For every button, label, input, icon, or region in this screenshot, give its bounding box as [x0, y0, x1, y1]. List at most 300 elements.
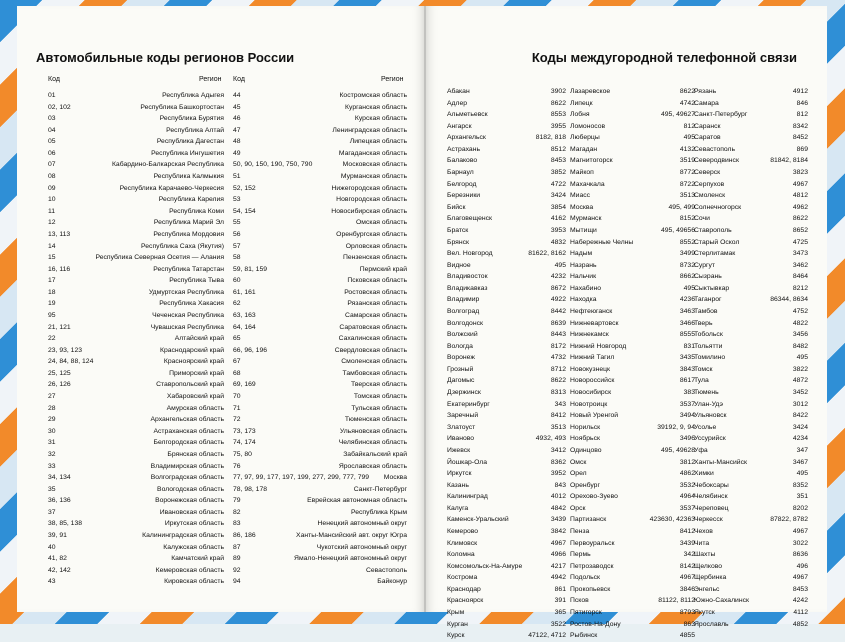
car-code-row-key: 59, 81, 159 — [233, 265, 268, 273]
car-code-row-value: Республика Саха (Якутия) — [141, 242, 224, 250]
phone-code-row-value: 347 — [796, 446, 808, 454]
phone-code-row-value: 4236 — [679, 296, 695, 304]
car-code-row-value: Чувашская Республика — [150, 323, 224, 331]
car-code-row-key: 67 — [233, 358, 241, 366]
phone-code-row-value: 3496 — [679, 435, 695, 443]
car-code-row-value: Приморский край — [169, 369, 224, 377]
phone-code-row-value: 495 — [796, 354, 808, 362]
car-code-row — [233, 229, 407, 241]
phone-code-row — [570, 237, 695, 249]
car-code-row — [48, 125, 224, 137]
phone-code-row-key: Москва — [570, 203, 594, 211]
car-code-row-key: 77, 97, 99, 177, 197, 199, 277, 299, 777, 799 — [233, 474, 370, 482]
phone-code-row-key: Нижневартовск — [570, 319, 619, 327]
phone-code-row-value: 3537 — [679, 400, 695, 408]
phone-code-row-value: 4967 — [792, 574, 808, 582]
phone-code-row — [570, 445, 695, 457]
car-code-row-key: 68 — [233, 369, 241, 377]
phone-code-row-key: Курск — [447, 632, 465, 640]
phone-code-row-key: Якутск — [694, 609, 715, 617]
phone-code-row-value: 8172 — [550, 342, 566, 350]
phone-code-row — [447, 132, 566, 144]
phone-code-row-value: 343 — [554, 400, 566, 408]
phone-code-row-key: Краснодар — [447, 585, 481, 593]
car-code-row — [233, 333, 407, 345]
car-code-row-value: Забайкальский край — [343, 450, 407, 458]
phone-code-row — [447, 179, 566, 191]
car-code-row-key: 42, 142 — [48, 566, 71, 574]
phone-code-row — [694, 144, 808, 156]
car-code-row — [48, 183, 224, 195]
phone-code-row-value: 3439 — [550, 516, 566, 524]
car-code-row-value: Ивановская область — [159, 508, 224, 516]
car-code-row-key: 05 — [48, 138, 56, 146]
phone-code-row — [447, 410, 566, 422]
phone-code-row-key: Серпухов — [694, 180, 725, 188]
phone-code-row — [570, 561, 695, 573]
phone-code-row — [447, 306, 566, 318]
car-code-row-value: Тверская область — [351, 381, 407, 389]
car-code-row — [48, 322, 224, 334]
phone-code-row-value: 39192, 9, 94 — [657, 423, 695, 431]
car-code-row-value: Калининградская область — [142, 531, 224, 539]
car-code-row — [48, 113, 224, 125]
phone-code-row — [447, 526, 566, 538]
phone-code-row-key: Екатеринбург — [447, 400, 490, 408]
phone-code-row — [570, 352, 695, 364]
phone-code-row-key: Лобня — [570, 111, 590, 119]
phone-code-row-value: 8622 — [792, 215, 808, 223]
phone-code-row-value: 4912 — [792, 88, 808, 95]
phone-code-row — [570, 514, 695, 526]
car-code-row — [48, 530, 224, 542]
phone-code-row-value: 351 — [796, 493, 808, 501]
car-code-row — [233, 264, 407, 276]
phone-code-row — [447, 549, 566, 561]
phone-code-row — [447, 213, 566, 225]
phone-code-row — [570, 433, 695, 445]
car-code-row-value: Удмуртская Республика — [148, 288, 224, 296]
car-code-row-key: 47 — [233, 126, 241, 134]
phone-code-row-key: Сургут — [694, 261, 716, 269]
car-code-row-key: 26, 126 — [48, 381, 71, 389]
phone-code-row-value: 3513 — [550, 423, 566, 431]
phone-code-row-key: Первоуральск — [570, 539, 615, 547]
phone-code-row-value: 3842 — [550, 527, 566, 535]
phone-code-row-value: 4742 — [679, 99, 695, 107]
phone-code-row-key: Владикавказ — [447, 284, 488, 292]
phone-code-row-key: Старый Оскол — [694, 238, 740, 246]
car-code-row — [48, 518, 224, 530]
car-code-row — [233, 345, 407, 357]
car-code-row-key: 87 — [233, 543, 241, 551]
phone-code-row-value: 8464 — [792, 273, 808, 281]
phone-code-row-value: 8772 — [679, 169, 695, 177]
car-code-row-key: 31 — [48, 439, 56, 447]
phone-code-row — [694, 457, 808, 469]
phone-code-row-value: 3022 — [792, 539, 808, 547]
phone-code-row — [447, 318, 566, 330]
car-code-row — [233, 148, 407, 160]
car-code-row — [233, 507, 407, 519]
phone-code-row-value: 812 — [683, 122, 695, 130]
phone-code-row — [694, 179, 808, 191]
phone-code-row — [694, 121, 808, 133]
phone-code-row — [570, 283, 695, 295]
phone-code-row — [694, 202, 808, 214]
car-code-row-value: Москва — [383, 474, 407, 482]
phone-code-row-value: 8152 — [679, 215, 695, 223]
phone-code-row-key: Альметьевск — [447, 111, 488, 119]
car-code-row-value: Ростовская область — [344, 288, 407, 296]
phone-code-row-value: 846 — [796, 99, 808, 107]
phone-code-row-key: Владимир — [447, 296, 480, 304]
phone-code-row-value: 8793 — [679, 609, 695, 617]
phone-code-row-value: 4234 — [792, 435, 808, 443]
car-code-row — [48, 345, 224, 357]
car-code-row — [48, 403, 224, 415]
car-code-row-value: Нижегородская область — [331, 184, 407, 192]
car-code-row-value: Магаданская область — [338, 149, 407, 157]
phone-code-row-key: Магадан — [570, 145, 598, 153]
phone-code-row-value: 3902 — [550, 88, 566, 95]
car-code-row-key: 60 — [233, 277, 241, 285]
phone-code-row-value: 3012 — [792, 400, 808, 408]
car-code-row-key: 04 — [48, 126, 56, 134]
car-code-row — [233, 125, 407, 137]
car-code-row-key: 21, 121 — [48, 323, 71, 331]
phone-code-row-key: Солнечногорск — [694, 203, 742, 211]
car-code-row — [233, 159, 407, 171]
phone-code-row-key: Ростов-На-Дону — [570, 620, 621, 628]
phone-code-row — [694, 248, 808, 260]
car-code-row-value: Воронежская область — [155, 497, 224, 505]
phone-code-row-value: 869 — [796, 145, 808, 153]
car-code-row — [233, 183, 407, 195]
car-code-row — [233, 426, 407, 438]
phone-code-row-key: Новотроицк — [570, 400, 608, 408]
car-code-row — [48, 414, 224, 426]
phone-code-row-key: Находка — [570, 296, 597, 304]
car-code-row — [233, 472, 407, 484]
car-code-row-value: Республика Хакасия — [159, 300, 224, 308]
car-code-row-value: Белгородская область — [153, 439, 224, 447]
car-code-row-key: 49 — [233, 149, 241, 157]
phone-code-row-key: Каменск-Уральский — [447, 516, 509, 524]
phone-code-row — [447, 375, 566, 387]
car-code-row-value: Республика Северная Осетия — Алания — [95, 254, 224, 262]
phone-code-row — [694, 375, 808, 387]
phone-code-row-value: 3463 — [679, 307, 695, 315]
phone-code-row-value: 3822 — [792, 365, 808, 373]
car-code-row-key: 73, 173 — [233, 427, 256, 435]
car-code-row-key: 70 — [233, 393, 241, 401]
phone-code-row — [447, 248, 566, 260]
phone-code-row — [694, 387, 808, 399]
phone-code-row-key: Томилино — [694, 354, 726, 362]
phone-code-row-value: 4752 — [792, 307, 808, 315]
car-code-row-key: 64, 164 — [233, 323, 256, 331]
car-code-row-key: 74, 174 — [233, 439, 256, 447]
phone-code-row-value: 81622, 8162 — [528, 250, 566, 258]
phone-code-row — [694, 422, 808, 434]
car-code-row — [233, 310, 407, 322]
car-code-row — [233, 275, 407, 287]
phone-code-row-key: Махачкала — [570, 180, 605, 188]
phone-code-row — [447, 480, 566, 492]
car-code-row-value: Самарская область — [344, 311, 407, 319]
car-code-row-value: Республика Коми — [169, 207, 224, 215]
car-code-row — [233, 576, 407, 588]
car-code-row — [233, 553, 407, 565]
phone-code-row-value: 8452 — [792, 134, 808, 142]
car-code-row-value: Псковская область — [347, 277, 407, 285]
phone-code-row-value: 3522 — [550, 620, 566, 628]
car-code-row-value: Костромская область — [339, 92, 407, 99]
car-code-row — [233, 356, 407, 368]
phone-code-row-value: 863 — [683, 620, 695, 628]
car-code-row-value: Московская область — [342, 161, 407, 169]
phone-code-row-key: Казань — [447, 481, 469, 489]
phone-code-row-value: 495, 49628 — [660, 446, 695, 454]
phone-code-row-value: 3843 — [679, 365, 695, 373]
car-code-row-key: 27 — [48, 393, 56, 401]
phone-code-row — [570, 595, 695, 607]
phone-code-row — [570, 630, 695, 642]
phone-code-row-value: 8553 — [550, 111, 566, 119]
phone-code-row-value: 3494 — [679, 412, 695, 420]
phone-code-row — [447, 387, 566, 399]
car-code-row-key: 78, 98, 178 — [233, 485, 268, 493]
phone-code-row-key: Череповец — [694, 504, 729, 512]
phone-code-row-key: Ставрополь — [694, 226, 732, 234]
car-code-row-value: Тамбовская область — [342, 369, 407, 377]
car-code-row-key: 01 — [48, 92, 56, 99]
phone-code-row-value: 3424 — [550, 192, 566, 200]
phone-code-row — [447, 329, 566, 341]
phone-code-row — [447, 422, 566, 434]
car-code-row-key: 37 — [48, 508, 56, 516]
phone-code-row-value: 4232 — [550, 273, 566, 281]
phone-code-row — [694, 549, 808, 561]
car-code-row-value: Ямало-Ненецкий автономный округ — [294, 555, 407, 563]
phone-code-row-value: 8622 — [550, 99, 566, 107]
phone-code-row — [447, 86, 566, 98]
phone-code-row — [447, 271, 566, 283]
phone-code-row-value: 81842, 8184 — [770, 157, 808, 165]
phone-code-row-key: Кострома — [447, 574, 478, 582]
phone-code-row-value: 8422 — [792, 412, 808, 420]
car-code-row — [233, 449, 407, 461]
phone-code-row-key: Курган — [447, 620, 468, 628]
car-code-row-key: 95 — [48, 311, 56, 319]
car-code-row-key: 33 — [48, 462, 56, 470]
phone-code-row-key: Уфа — [694, 446, 708, 454]
phone-code-row — [570, 572, 695, 584]
car-code-row-value: Брянская область — [167, 450, 224, 458]
car-code-row-key: 17 — [48, 277, 56, 285]
phone-code-row-key: Чита — [694, 539, 710, 547]
phone-code-row-key: Черкесск — [694, 516, 723, 524]
phone-code-row-key: Орск — [570, 504, 586, 512]
car-code-row-value: Новгородская область — [336, 196, 407, 204]
phone-code-row-value: 8672 — [550, 284, 566, 292]
phone-code-row-key: Йошкар-Ола — [447, 458, 488, 466]
phone-code-row-value: 4725 — [792, 238, 808, 246]
phone-code-row — [694, 237, 808, 249]
car-code-row — [48, 252, 224, 264]
phone-codes-title: Коды междугородной телефонной связи — [531, 50, 797, 65]
phone-code-row-value: 391 — [554, 597, 566, 605]
phone-code-row-key: Химки — [694, 470, 714, 478]
phone-code-row — [570, 167, 695, 179]
phone-code-row-key: Адлер — [447, 99, 468, 107]
phone-code-row — [570, 364, 695, 376]
car-code-row-key: 52, 152 — [233, 184, 256, 192]
phone-code-row — [447, 433, 566, 445]
phone-code-row-value: 3462 — [792, 261, 808, 269]
car-code-row-value: Сахалинская область — [338, 335, 407, 343]
phone-code-row — [447, 607, 566, 619]
phone-code-row-value: 8443 — [550, 331, 566, 339]
phone-code-row — [570, 399, 695, 411]
phone-code-row-value: 3519 — [679, 157, 695, 165]
phone-code-row-key: Ангарск — [447, 122, 472, 130]
car-code-row-value: Республика Тыва — [169, 277, 224, 285]
phone-code-row-key: Ханты-Мансийск — [694, 458, 747, 466]
phone-code-row-key: Волгодонск — [447, 319, 483, 327]
phone-code-row-value: 8712 — [550, 365, 566, 373]
phone-code-row-value: 4942 — [550, 574, 566, 582]
car-code-row-value: Амурская область — [166, 404, 224, 412]
phone-code-row-value: 8722 — [679, 180, 695, 188]
car-code-row-key: 72 — [233, 416, 241, 424]
phone-code-row — [447, 109, 566, 121]
phone-code-row-key: Оренбург — [570, 481, 600, 489]
phone-code-row-key: Набережные Челны — [570, 238, 634, 246]
phone-code-row — [570, 144, 695, 156]
phone-code-row-key: Смоленск — [694, 192, 726, 200]
phone-code-row-key: Кемерово — [447, 527, 479, 535]
phone-code-row-value: 496 — [796, 562, 808, 570]
phone-code-row — [570, 318, 695, 330]
phone-code-row — [570, 468, 695, 480]
car-code-row — [48, 449, 224, 461]
phone-code-row-value: 4812 — [792, 192, 808, 200]
phone-code-row-key: Брянск — [447, 238, 469, 246]
phone-code-row-value: 4852 — [792, 620, 808, 628]
car-code-row-key: 29 — [48, 416, 56, 424]
car-code-row-key: 34, 134 — [48, 474, 71, 482]
phone-code-row-value: 3473 — [792, 250, 808, 258]
car-code-row — [48, 148, 224, 160]
phone-code-row-value: 8212 — [792, 284, 808, 292]
phone-code-row-key: Абакан — [447, 88, 470, 95]
phone-code-row — [694, 86, 808, 98]
phone-code-row-value: 8313 — [550, 389, 566, 397]
car-code-row — [48, 391, 224, 403]
car-code-row-key: 38, 85, 138 — [48, 520, 83, 528]
phone-code-row-value: 495, 49656 — [660, 226, 695, 234]
phone-code-row — [694, 514, 808, 526]
phone-code-row-key: Майкоп — [570, 169, 594, 177]
phone-code-row — [570, 121, 695, 133]
phone-code-row-key: Балаково — [447, 157, 478, 165]
phone-code-row-key: Тула — [694, 377, 709, 385]
phone-code-row — [694, 619, 808, 631]
car-code-row — [233, 171, 407, 183]
car-code-row-key: 18 — [48, 288, 56, 296]
phone-code-row-key: Новокузнецк — [570, 365, 610, 373]
phone-code-row — [447, 572, 566, 584]
phone-code-row-key: Ульяновск — [694, 412, 727, 420]
phone-code-row-value: 3812 — [679, 458, 695, 466]
phone-code-row-value: 4822 — [792, 319, 808, 327]
car-code-row — [233, 403, 407, 415]
car-code-row-value: Смоленская область — [341, 358, 407, 366]
phone-code-row — [570, 179, 695, 191]
car-code-row-value: Ненецкий автономный округ — [317, 520, 407, 528]
car-code-row-value: Чеченская Республика — [152, 311, 224, 319]
car-code-row — [233, 113, 407, 125]
car-code-row — [48, 461, 224, 473]
phone-code-row-value: 3513 — [679, 192, 695, 200]
phone-code-row-value: 4862 — [679, 470, 695, 478]
phone-code-row-key: Пермь — [570, 551, 591, 559]
car-code-row-value: Республика Бурятия — [159, 115, 224, 123]
phone-code-row — [570, 607, 695, 619]
phone-code-row — [570, 491, 695, 503]
phone-code-row-key: Южно-Сахалинск — [694, 597, 749, 605]
phone-code-row — [570, 294, 695, 306]
car-code-row-value: Волгоградская область — [150, 474, 224, 482]
phone-code-row-key: Северодвинск — [694, 157, 739, 165]
phone-code-row-value: 423630, 42363 — [649, 516, 695, 524]
phone-code-row-value: 8622 — [550, 377, 566, 385]
phone-code-row — [570, 190, 695, 202]
phone-code-row-key: Сызрань — [694, 273, 722, 281]
car-code-row-value: Краснодарский край — [159, 346, 224, 354]
car-code-row — [48, 90, 224, 102]
phone-code-row-key: Братск — [447, 226, 469, 234]
car-code-row-key: 55 — [233, 219, 241, 227]
car-code-row-key: 11 — [48, 207, 56, 215]
phone-code-row — [694, 468, 808, 480]
phone-code-row — [447, 445, 566, 457]
phone-code-row-key: Калуга — [447, 504, 469, 512]
phone-code-row-value: 47122, 4712 — [528, 632, 566, 640]
car-code-row-value: Ставропольский край — [156, 381, 224, 389]
car-code-row — [233, 90, 407, 102]
phone-code-row — [447, 144, 566, 156]
car-code-row-value: Кемеровская область — [155, 566, 224, 574]
phone-code-row-key: Чехов — [694, 527, 713, 535]
car-code-row-value: Тульская область — [351, 404, 407, 412]
phone-code-row — [570, 480, 695, 492]
phone-code-row-key: Вел. Новгород — [447, 250, 493, 258]
car-code-row — [48, 159, 224, 171]
phone-code-row-value: 4962 — [792, 203, 808, 211]
car-code-row-key: 15 — [48, 254, 56, 262]
phone-code-row — [570, 410, 695, 422]
car-code-row-key: 69, 169 — [233, 381, 256, 389]
phone-code-row-value: 4832 — [550, 238, 566, 246]
phone-code-row-key: Лазаревское — [570, 88, 611, 95]
car-code-row — [48, 542, 224, 554]
phone-code-row — [447, 202, 566, 214]
car-code-row-value: Пермский край — [359, 265, 407, 273]
phone-codes-column-2 — [570, 86, 695, 642]
